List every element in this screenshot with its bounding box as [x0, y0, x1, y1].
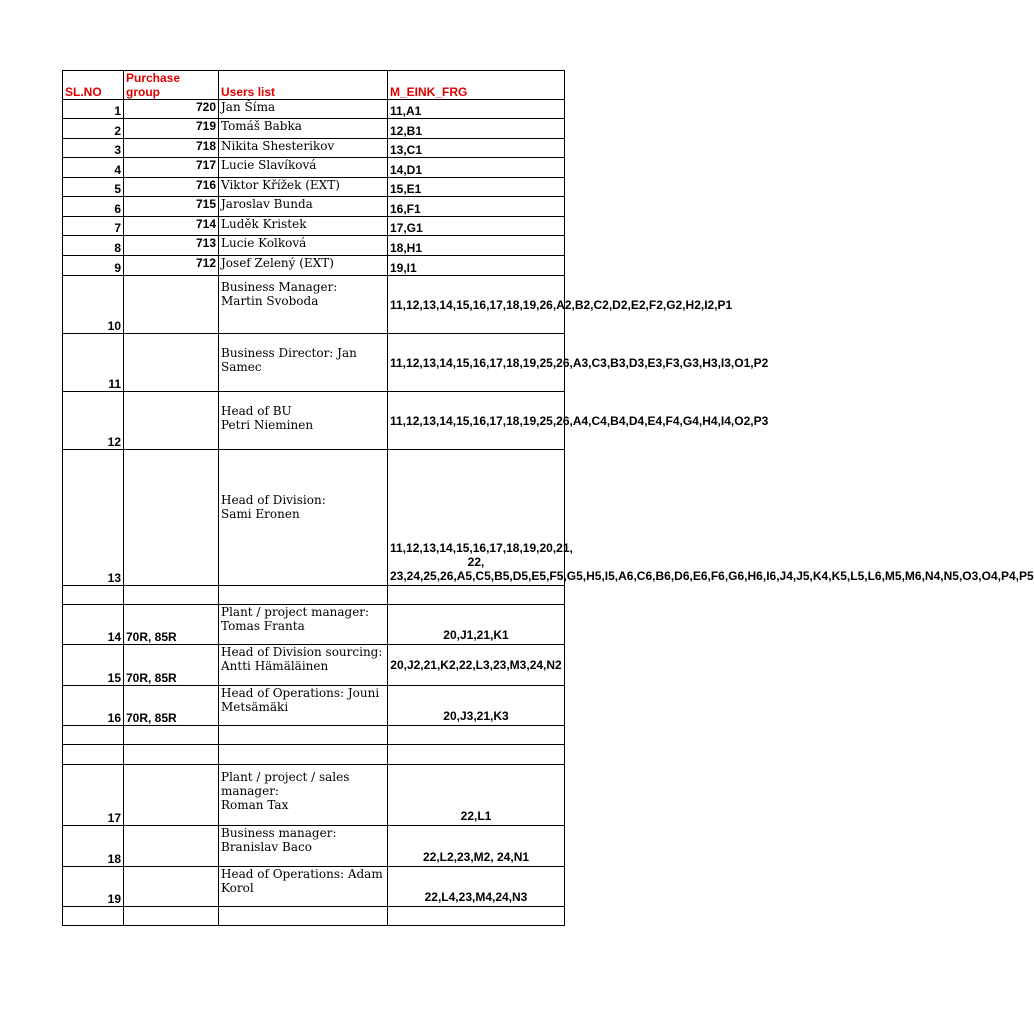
spreadsheet-table — [62, 70, 1034, 926]
user-cell: Lucie Kolková — [219, 236, 388, 256]
purchase-group-cell: 720 — [124, 100, 219, 119]
frg-cell: 11,A1 — [388, 100, 565, 119]
frg-cell: 20,J1,21,K1 — [388, 605, 565, 645]
purchase-group-cell — [124, 867, 219, 907]
frg-cell: 22,L4,23,M4,24,N3 — [388, 867, 565, 907]
sl-no-cell: 15 — [63, 645, 124, 686]
user-cell: Business Director: Jan Samec — [219, 334, 388, 392]
table-row — [63, 217, 565, 236]
table-row — [63, 450, 565, 586]
purchase-group-cell — [124, 276, 219, 334]
sl-no-cell: 2 — [63, 119, 124, 139]
table-row — [63, 158, 565, 178]
user-cell: Tomáš Babka — [219, 119, 388, 139]
empty-row — [63, 907, 565, 926]
sl-no-cell: 11 — [63, 334, 124, 392]
table-row — [63, 645, 565, 686]
sl-no-cell: 13 — [63, 450, 124, 586]
frg-cell: 15,E1 — [388, 178, 565, 197]
sl-no-cell: 18 — [63, 826, 124, 867]
user-cell: Head of Division sourcing: Antti Hämäläinen — [219, 645, 388, 686]
sl-no-cell: 10 — [63, 276, 124, 334]
frg-cell: 20,J2,21,K2,22,L3,23,M3,24,N2 — [388, 645, 565, 686]
table-row — [63, 197, 565, 217]
sl-no-cell: 17 — [63, 765, 124, 826]
user-cell: Head of BU Petri Nieminen — [219, 392, 388, 450]
sl-no-cell: 14 — [63, 605, 124, 645]
purchase-group-cell: 719 — [124, 119, 219, 139]
purchase-group-cell: 717 — [124, 158, 219, 178]
header-users-list: Users list — [219, 71, 388, 100]
sl-no-cell: 19 — [63, 867, 124, 907]
table-row — [63, 605, 565, 645]
sl-no-cell: 3 — [63, 139, 124, 158]
empty-row — [63, 586, 565, 605]
purchase-group-cell: 70R, 85R — [124, 645, 219, 686]
table-row — [63, 392, 565, 450]
header-sl-no: SL.NO — [63, 71, 124, 100]
table-row — [63, 334, 565, 392]
frg-cell: 22,L2,23,M2, 24,N1 — [388, 826, 565, 867]
frg-cell: 19,I1 — [388, 256, 565, 276]
frg-cell: 17,G1 — [388, 217, 565, 236]
user-cell: Plant / project / sales manager: Roman Tax — [219, 765, 388, 826]
purchase-group-cell: 712 — [124, 256, 219, 276]
user-cell: Business manager: Branislav Baco — [219, 826, 388, 867]
sl-no-cell: 16 — [63, 686, 124, 726]
purchase-group-cell — [124, 334, 219, 392]
table-row — [63, 765, 565, 826]
frg-cell: 11,12,13,14,15,16,17,18,19,26,A2,B2,C2,D2,E2,F2,G2,H2,I2,P1 — [388, 276, 565, 334]
table-row — [63, 139, 565, 158]
sl-no-cell: 7 — [63, 217, 124, 236]
table-row — [63, 826, 565, 867]
table-row — [63, 100, 565, 119]
frg-cell: 18,H1 — [388, 236, 565, 256]
sl-no-cell: 5 — [63, 178, 124, 197]
header-purchase-group: Purchase group — [124, 71, 219, 100]
purchase-group-cell: 716 — [124, 178, 219, 197]
frg-cell: 11,12,13,14,15,16,17,18,19,20,21, 22, 23,24,25,26,A5,C5,B5,D5,E5,F5,G5,H5,I5,A6,C6,B6,D6,E6,F6,G6,H6,I6,J4,J5,K4,K5,L5,L6,M5,M6,N4,N5,O3,O4,P4,P5 — [388, 450, 565, 586]
table-row — [63, 119, 565, 139]
table-row — [63, 867, 565, 907]
table-row — [63, 236, 565, 256]
purchase-group-cell: 714 — [124, 217, 219, 236]
sl-no-cell: 1 — [63, 100, 124, 119]
frg-cell: 22,L1 — [388, 765, 565, 826]
user-cell: Josef Zelený (EXT) — [219, 256, 388, 276]
frg-cell: 12,B1 — [388, 119, 565, 139]
purchase-group-cell: 718 — [124, 139, 219, 158]
user-cell: Lucie Slavíková — [219, 158, 388, 178]
empty-row — [63, 745, 565, 765]
purchase-group-cell: 70R, 85R — [124, 605, 219, 645]
table-row — [63, 686, 565, 726]
user-cell: Viktor Křížek (EXT) — [219, 178, 388, 197]
user-cell: Nikita Shesterikov — [219, 139, 388, 158]
table-row — [63, 178, 565, 197]
frg-cell: 14,D1 — [388, 158, 565, 178]
frg-cell: 20,J3,21,K3 — [388, 686, 565, 726]
sl-no-cell: 12 — [63, 392, 124, 450]
table-row — [63, 256, 565, 276]
purchase-group-cell — [124, 826, 219, 867]
user-cell: Jaroslav Bunda — [219, 197, 388, 217]
user-cell: Luděk Kristek — [219, 217, 388, 236]
user-cell: Business Manager: Martin Svoboda — [219, 276, 388, 334]
purchase-group-cell: 70R, 85R — [124, 686, 219, 726]
sl-no-cell: 4 — [63, 158, 124, 178]
purchase-group-cell: 713 — [124, 236, 219, 256]
empty-row — [63, 726, 565, 745]
header-row — [63, 71, 565, 100]
table-row — [63, 276, 565, 334]
sl-no-cell: 8 — [63, 236, 124, 256]
user-cell: Plant / project manager: Tomas Franta — [219, 605, 388, 645]
frg-cell: 11,12,13,14,15,16,17,18,19,25,26,A4,C4,B4,D4,E4,F4,G4,H4,I4,O2,P3 — [388, 392, 565, 450]
header-m-eink-frg: M_EINK_FRG — [388, 71, 565, 100]
user-cell: Jan Šíma — [219, 100, 388, 119]
user-cell: Head of Operations: Adam Korol — [219, 867, 388, 907]
sl-no-cell: 9 — [63, 256, 124, 276]
user-cell: Head of Division: Sami Eronen — [219, 450, 388, 586]
purchase-group-cell — [124, 450, 219, 586]
purchase-group-cell — [124, 392, 219, 450]
frg-cell: 13,C1 — [388, 139, 565, 158]
user-cell: Head of Operations: Jouni Metsämäki — [219, 686, 388, 726]
purchase-group-cell — [124, 765, 219, 826]
frg-cell: 11,12,13,14,15,16,17,18,19,25,26,A3,C3,B3,D3,E3,F3,G3,H3,I3,O1,P2 — [388, 334, 565, 392]
purchase-group-cell: 715 — [124, 197, 219, 217]
sl-no-cell: 6 — [63, 197, 124, 217]
frg-cell: 16,F1 — [388, 197, 565, 217]
